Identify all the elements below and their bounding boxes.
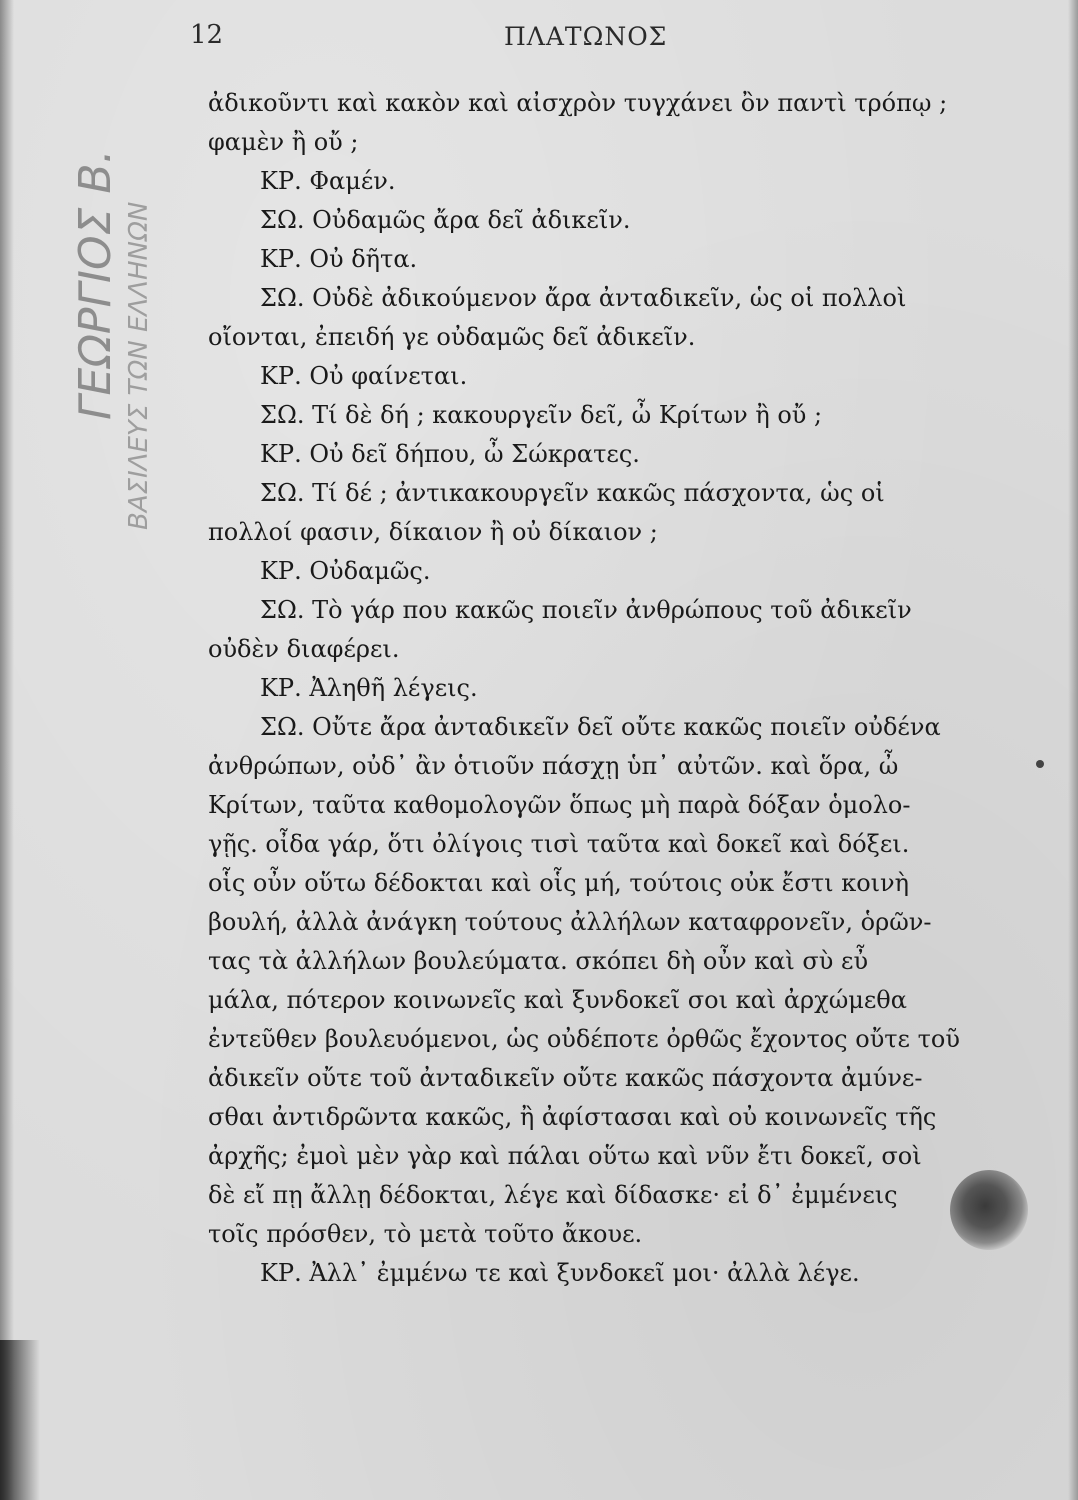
text-line: οὐδὲν διαφέρει. [208,635,400,663]
text-line: δὲ εἴ πῃ ἄλλῃ δέδοκται, λέγε καὶ δίδασκε· εἰ δ᾽ ἐμμένεις [208,1181,898,1209]
text-line: γῇς. οἶδα γάρ, ὅτι ὀλίγοις τισὶ ταῦτα καὶ δοκεῖ καὶ δόξει. [208,830,910,858]
handwritten-margin-note: ΓΕΩΡΓΙΟΣ Β. [70,149,121,420]
text-line: ΣΩ. Οὔτε ἄρα ἀνταδικεῖν δεῖ οὔτε κακῶς ποιεῖν οὐδένα [260,713,941,741]
page-left-shadow [0,0,14,1500]
text-line: ΚΡ. Οὐ δεῖ δήπου, ὦ Σώκρατες. [260,440,640,468]
ink-stain [950,1170,1028,1250]
text-line: βουλή, ἀλλὰ ἀνάγκη τούτους ἀλλήλων καταφρονεῖν, ὁρῶν- [208,908,932,936]
text-line: σθαι ἀντιδρῶντα κακῶς, ἢ ἀφίστασαι καὶ οὐ κοινωνεῖς τῆς [208,1103,937,1131]
handwritten-margin-note-small: ΒΑΣΙΛΕΥΣ ΤΩΝ ΕΛΛΗΝΩΝ [124,201,154,530]
text-line: φαμὲν ἢ οὔ ; [208,128,359,156]
text-line: μάλα, πότερον κοινωνεῖς καὶ ξυνδοκεῖ σοι καὶ ἀρχώμεθα [208,986,907,1014]
text-line: πολλοί φασιν, δίκαιον ἢ οὐ δίκαιον ; [208,518,658,546]
text-line: ἐντεῦθεν βουλευόμενοι, ὡς οὐδέποτε ὀρθῶς ἔχοντος οὔτε τοῦ [208,1025,960,1053]
text-line: ἀρχῆς; ἐμοὶ μὲν γὰρ καὶ πάλαι οὕτω καὶ νῦν ἔτι δοκεῖ, σοὶ [208,1142,922,1170]
text-line: ΣΩ. Τί δὲ δή ; κακουργεῖν δεῖ, ὦ Κρίτων ἢ οὔ ; [260,401,823,429]
page-corner-shadow [0,1340,40,1500]
page-right-shadow [1068,0,1078,1500]
text-line: ΣΩ. Τί δέ ; ἀντικακουργεῖν κακῶς πάσχοντα, ὡς οἱ [260,479,885,507]
text-line: ἀδικοῦντι καὶ κακὸν καὶ αἰσχρὸν τυγχάνει ὂν παντὶ τρόπῳ ; [208,89,948,117]
text-line: ΚΡ. Ἀληθῆ λέγεις. [260,674,478,702]
text-line: ΣΩ. Οὐδὲ ἀδικούμενον ἄρα ἀνταδικεῖν, ὡς οἱ πολλοὶ [260,284,907,312]
text-line: ΚΡ. Οὐ δῆτα. [260,245,418,273]
text-line: ΚΡ. Οὐδαμῶς. [260,557,431,585]
text-line: οἴονται, ἐπειδή γε οὐδαμῶς δεῖ ἀδικεῖν. [208,323,696,351]
ink-speck [1036,760,1044,768]
page-number: 12 [190,20,224,50]
text-line: ΚΡ. Οὐ φαίνεται. [260,362,468,390]
text-line: τας τὰ ἀλλήλων βουλεύματα. σκόπει δὴ οὖν καὶ σὺ εὖ [208,947,869,975]
dialogue-text [208,84,960,1293]
text-line: ΣΩ. Οὐδαμῶς ἄρα δεῖ ἀδικεῖν. [260,206,631,234]
text-line: ἀδικεῖν οὔτε τοῦ ἀνταδικεῖν οὔτε κακῶς πάσχοντα ἀμύνε- [208,1064,923,1092]
running-head: ΠΛΑΤΩΝΟΣ [504,22,668,51]
text-line: ΚΡ. Φαμέν. [260,167,396,195]
text-line: ΚΡ. Ἀλλ᾽ ἐμμένω τε καὶ ξυνδοκεῖ μοι· ἀλλὰ λέγε. [260,1259,860,1287]
text-line: ἀνθρώπων, οὐδ᾽ ἂν ὁτιοῦν πάσχῃ ὑπ᾽ αὐτῶν. καὶ ὅρα, ὦ [208,752,899,780]
text-line: Κρίτων, ταῦτα καθομολογῶν ὅπως μὴ παρὰ δόξαν ὁμολο- [208,791,911,819]
text-line: τοῖς πρόσθεν, τὸ μετὰ τοῦτο ἄκουε. [208,1220,643,1248]
text-line: οἷς οὖν οὕτω δέδοκται καὶ οἷς μή, τούτοις οὐκ ἔστι κοινὴ [208,869,910,897]
text-line: ΣΩ. Τὸ γάρ που κακῶς ποιεῖν ἀνθρώπους τοῦ ἀδικεῖν [260,596,912,624]
